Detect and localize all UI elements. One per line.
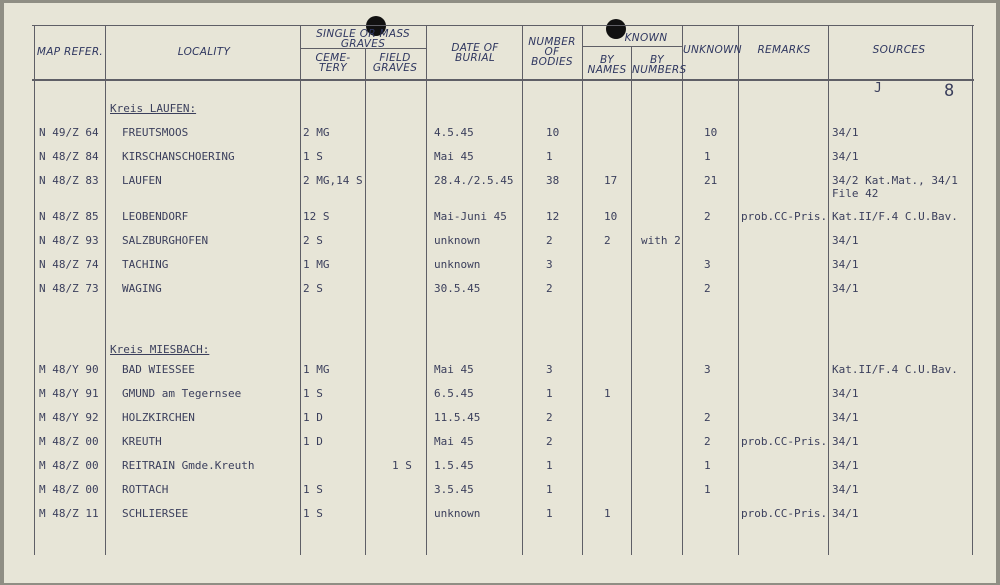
cell-map: M 48/Z 00 <box>39 483 99 496</box>
cell-unknown: 3 <box>704 363 711 376</box>
header-number-of-bodies: NUMBER OF BODIES <box>528 36 576 68</box>
cell-date: Mai 45 <box>434 150 474 163</box>
cell-cemetery: 2 MG,14 S <box>303 174 363 187</box>
cell-cemetery: 1 D <box>303 411 323 424</box>
cell-remarks: prob.CC-Pris. <box>741 507 828 520</box>
cell-date: Mai 45 <box>434 363 474 376</box>
section-heading: Kreis LAUFEN: <box>110 102 197 115</box>
cell-locality: GMUND am Tegernsee <box>122 387 242 400</box>
cell-cemetery: 1 S <box>303 483 323 496</box>
header-bottom-rule <box>32 79 974 81</box>
cell-sources: 34/1 <box>832 234 859 247</box>
cell-cemetery: 1 MG <box>303 363 330 376</box>
header-by-numbers: BY NUMBERS <box>632 54 687 76</box>
cell-unknown: 1 <box>704 150 711 163</box>
cell-cemetery: 2 MG <box>303 126 330 139</box>
cell-locality: SCHLIERSEE <box>122 507 189 520</box>
cell-locality: SALZBURGHOFEN <box>122 234 209 247</box>
table-row <box>4 150 996 166</box>
cell-locality: ROTTACH <box>122 483 169 496</box>
cell-map: N 48/Z 83 <box>39 174 99 187</box>
cell-bodies: 1 <box>546 483 553 496</box>
cell-cemetery: 12 S <box>303 210 330 223</box>
cell-unknown: 2 <box>704 282 711 295</box>
cell-cemetery: 1 S <box>303 387 323 400</box>
cell-bodies: 1 <box>546 387 553 400</box>
cell-bodies: 2 <box>546 234 553 247</box>
cell-locality: WAGING <box>122 282 162 295</box>
cell-locality: LAUFEN <box>122 174 162 187</box>
header-locality: LOCALITY <box>177 46 231 58</box>
header-date-of-burial: DATE OF BURIAL <box>451 42 499 64</box>
table-row <box>4 387 996 403</box>
cell-locality: BAD WIESSEE <box>122 363 195 376</box>
cell-sources-line2: File 42 <box>832 187 879 200</box>
cell-bodies: 1 <box>546 459 553 472</box>
cell-numbers: with 2 <box>641 234 681 247</box>
cell-sources: 34/1 <box>832 507 859 520</box>
cell-date: 28.4./2.5.45 <box>434 174 514 187</box>
cell-unknown: 2 <box>704 210 711 223</box>
cell-map: N 48/Z 74 <box>39 258 99 271</box>
table-row <box>4 459 996 475</box>
cell-unknown: 10 <box>704 126 718 139</box>
cell-cemetery: 1 S <box>303 150 323 163</box>
cell-names: 17 <box>604 174 618 187</box>
cell-bodies: 12 <box>546 210 560 223</box>
cell-date: unknown <box>434 507 481 520</box>
cell-date: 11.5.45 <box>434 411 481 424</box>
cell-map: N 48/Z 93 <box>39 234 99 247</box>
cell-locality: TACHING <box>122 258 169 271</box>
table-row <box>4 435 996 451</box>
cell-sources: 34/1 <box>832 258 859 271</box>
cell-map: N 48/Z 85 <box>39 210 99 223</box>
cell-sources: 34/1 <box>832 459 859 472</box>
cell-date: 6.5.45 <box>434 387 474 400</box>
header-sources: SOURCES <box>872 44 926 56</box>
cell-map: N 48/Z 84 <box>39 150 99 163</box>
cell-names: 10 <box>604 210 618 223</box>
cell-map: N 49/Z 64 <box>39 126 99 139</box>
cell-field: 1 S <box>392 459 412 472</box>
cell-unknown: 21 <box>704 174 718 187</box>
cell-sources: 34/1 <box>832 150 859 163</box>
cell-locality: REITRAIN Gmde.Kreuth <box>122 459 255 472</box>
header-by-names: BY NAMES <box>587 54 627 76</box>
cell-sources: 34/1 <box>832 126 859 139</box>
table-row <box>4 126 996 142</box>
cell-cemetery: 2 S <box>303 282 323 295</box>
cell-locality: LEOBENDORF <box>122 210 189 223</box>
cell-sources: 34/1 <box>832 483 859 496</box>
cell-date: Mai 45 <box>434 435 474 448</box>
cell-locality: HOLZKIRCHEN <box>122 411 195 424</box>
cell-unknown: 2 <box>704 411 711 424</box>
cell-sources: 34/1 <box>832 387 859 400</box>
col-rule-4 <box>365 48 366 555</box>
cell-names: 1 <box>604 387 611 400</box>
cell-date: 3.5.45 <box>434 483 474 496</box>
table-row <box>4 258 996 274</box>
cell-unknown: 1 <box>704 483 711 496</box>
header-remarks: REMARKS <box>757 44 811 56</box>
cell-map: M 48/Z 00 <box>39 459 99 472</box>
cell-sources: Kat.II/F.4 C.U.Bav. <box>832 210 958 223</box>
table-row <box>4 174 996 200</box>
cell-locality: KREUTH <box>122 435 162 448</box>
cell-names: 2 <box>604 234 611 247</box>
table-row <box>4 282 996 298</box>
cell-unknown: 1 <box>704 459 711 472</box>
table-row <box>4 363 996 379</box>
cell-date: 1.5.45 <box>434 459 474 472</box>
cell-map: M 48/Y 90 <box>39 363 99 376</box>
header-single-mass-graves: SINGLE OR MASS GRAVES <box>316 28 410 50</box>
cell-bodies: 38 <box>546 174 560 187</box>
cell-unknown: 3 <box>704 258 711 271</box>
table-row <box>4 411 996 427</box>
cell-date: Mai-Juni 45 <box>434 210 507 223</box>
cell-map: M 48/Y 92 <box>39 411 99 424</box>
cell-locality: FREUTSMOOS <box>122 126 189 139</box>
cell-cemetery: 1 D <box>303 435 323 448</box>
cell-map: M 48/Z 00 <box>39 435 99 448</box>
cell-locality: KIRSCHANSCHOERING <box>122 150 235 163</box>
card-mark: J <box>874 81 882 96</box>
cell-date: 30.5.45 <box>434 282 481 295</box>
cell-bodies: 1 <box>546 507 553 520</box>
record-card <box>4 3 996 583</box>
cell-sources: 34/1 <box>832 282 859 295</box>
header-map-ref: MAP REFER. <box>36 46 104 58</box>
header-field-graves: FIELD GRAVES <box>372 52 418 74</box>
cell-names: 1 <box>604 507 611 520</box>
cell-sources: Kat.II/F.4 C.U.Bav. <box>832 363 958 376</box>
cell-cemetery: 1 MG <box>303 258 330 271</box>
col-rule-8 <box>631 46 632 555</box>
table-row <box>4 483 996 499</box>
cell-bodies: 2 <box>546 435 553 448</box>
cell-map: N 48/Z 73 <box>39 282 99 295</box>
cell-cemetery: 2 S <box>303 234 323 247</box>
cell-sources: 34/1 <box>832 435 859 448</box>
cell-bodies: 2 <box>546 411 553 424</box>
header-unknown: UNKNOWN <box>683 44 742 56</box>
table-row <box>4 210 996 226</box>
cell-map: M 48/Y 91 <box>39 387 99 400</box>
cell-unknown: 2 <box>704 435 711 448</box>
cell-remarks: prob.CC-Pris. <box>741 435 828 448</box>
section-heading: Kreis MIESBACH: <box>110 343 210 356</box>
cell-bodies: 3 <box>546 258 553 271</box>
cell-date: 4.5.45 <box>434 126 474 139</box>
cell-cemetery: 1 S <box>303 507 323 520</box>
cell-sources: 34/1 <box>832 411 859 424</box>
card-number: 8 <box>944 81 955 101</box>
table-row <box>4 507 996 523</box>
table-row <box>4 234 996 250</box>
cell-bodies: 3 <box>546 363 553 376</box>
header-cemetery: CEME-TERY <box>315 52 351 74</box>
cell-bodies: 1 <box>546 150 553 163</box>
cell-sources: 34/2 Kat.Mat., 34/1 <box>832 174 958 187</box>
header-known: KNOWN <box>624 32 668 44</box>
cell-date: unknown <box>434 234 481 247</box>
cell-bodies: 10 <box>546 126 560 139</box>
known-sub-rule <box>582 46 682 47</box>
cell-bodies: 2 <box>546 282 553 295</box>
header-top-rule <box>32 25 974 26</box>
cell-remarks: prob.CC-Pris. <box>741 210 828 223</box>
cell-map: M 48/Z 11 <box>39 507 99 520</box>
cell-date: unknown <box>434 258 481 271</box>
